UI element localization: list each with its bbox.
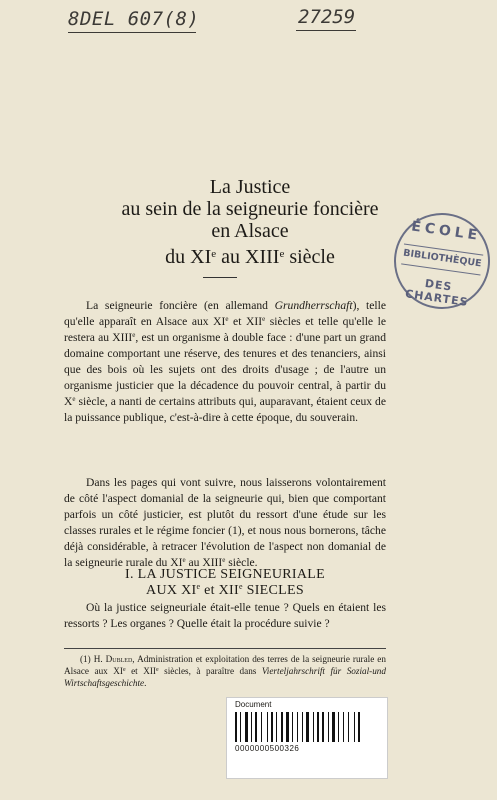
title-line-4: du XIe au XIIIe siècle xyxy=(165,246,335,268)
footnote-divider xyxy=(64,648,386,649)
barcode-title: Document xyxy=(235,700,272,709)
section-heading-line-2: AUX XIe et XIIe SIECLES xyxy=(146,582,304,598)
handwritten-inventory-number: 27259 xyxy=(298,6,356,28)
barcode-number: 0000000500326 xyxy=(235,744,300,753)
inventory-number-underline xyxy=(296,30,356,31)
call-number-underline xyxy=(68,32,196,33)
footnote: (1) H. Dubled, Administration et exploitation des terres de la seigneurie rurale en Alsace aux XIe et XIIe siècles, à paraître dans Vierteljahrschrift für Sozial-und Wirtschaftsgeschichte. xyxy=(64,654,386,688)
barcode-label xyxy=(226,697,388,779)
title-line-2: au sein de la seigneurie foncière xyxy=(121,198,379,220)
barcode-icon xyxy=(235,712,379,742)
handwritten-call-number: 8DEL 607(8) xyxy=(68,8,200,30)
section-heading-line-1: I. LA JUSTICE SEIGNEURIALE xyxy=(125,567,325,582)
paragraph-1: La seigneurie foncière (en allemand Grundherrschaft), telle qu'elle apparaît en Alsace aux XIe et XIIe siècles et telle qu'elle le restera au XIIIe, est un organisme à double face : d'une part un grand domaine comportant une réserve, des tenures et des tenanciers, ainsi que des bois où les sujets ont des droits d'usage ; de l'autre un organisme justicier que la décadence du pouvoir central, à partir du Xe siècle, a nanti de certains attributs qui, auparavant, étaient ceux de la puissance publique, c'est-à-dire à cette époque, du souverain. xyxy=(64,299,386,424)
title-line-1: La Justice xyxy=(209,176,291,198)
stamp-top-text: ÉCOLE xyxy=(410,218,483,245)
stamp-bottom-text: DES CHARTES xyxy=(404,276,470,310)
paragraph-3: Où la justice seigneuriale était-elle tenue ? Quels en étaient les ressorts ? Les organes ? Quelle était la procédure suivie ? xyxy=(64,601,386,630)
stamp-middle-text: BIBLIOTHÈQUE xyxy=(402,247,483,270)
paragraph-2: Dans les pages qui vont suivre, nous laisserons volontairement de côté l'aspect domanial de la seigneurie qui, bien que comportant parfois un côté justicier, est plutôt du ressort d'une étude sur les classes rurales et le régime foncier (1), et nous nous bornerons, tâche déjà considérable, à retracer l'évolution de l'aspect non domanial de la seigneurie rurale du XIe au XIIIe siècle. xyxy=(64,476,386,569)
title-line-3: en Alsace xyxy=(211,220,289,242)
title-divider xyxy=(203,277,237,278)
